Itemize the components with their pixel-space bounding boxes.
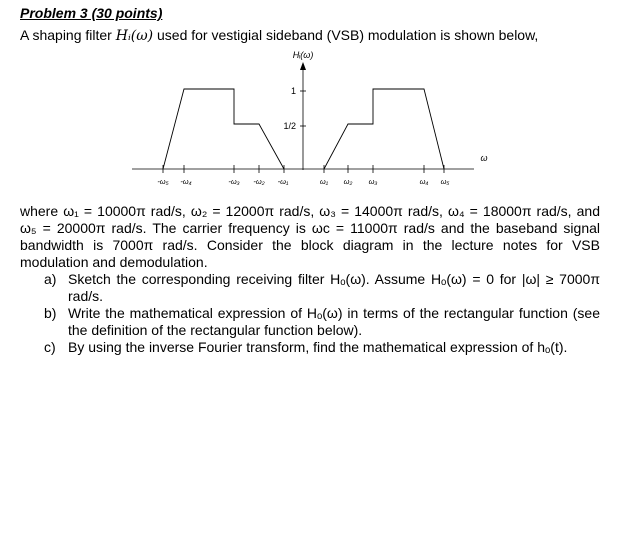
x-tick-label-pos-w4: ω₄ — [419, 177, 429, 186]
question-marker: b) — [44, 305, 57, 321]
question-item-a — [44, 271, 600, 305]
x-tick-label-neg-w1: -ω₁ — [277, 177, 289, 186]
x-tick-labels — [157, 177, 449, 186]
question-marker: c) — [44, 339, 56, 355]
x-tick-label-neg-w2: -ω₂ — [253, 177, 265, 186]
intro-text-after: used for vestigial sideband (VSB) modulation is shown below, — [153, 27, 539, 43]
problem-paragraph: where ω₁ = 10000π rad/s, ω₂ = 12000π rad/s, ω₃ = 14000π rad/s, ω₄ = 18000π rad/s, and ω₅ = 20000π rad/s. The carrier frequency is ωc = 11000π rad/s and the baseband signal bandwidth is 7000π rad/s. Consider the block diagram in the lecture notes for VSB modulation and demodulation. — [20, 203, 600, 270]
question-text: Write the mathematical expression of Hₒ(ω) in terms of the rectangular function (see the definition of the rectangular function below). — [68, 305, 600, 338]
x-tick-label-neg-w4: -ω₄ — [180, 177, 192, 186]
problem-title: Problem 3 (30 points) — [20, 5, 163, 21]
x-tick-label-pos-w3: ω₃ — [368, 177, 378, 186]
question-item-b — [44, 305, 600, 339]
question-text: Sketch the corresponding receiving filter Hₒ(ω). Assume Hₒ(ω) = 0 for |ω| ≥ 7000π rad/s. — [68, 271, 600, 304]
x-tick-label-pos-w1: ω₁ — [319, 177, 329, 186]
x-tick-label-pos-w2: ω₂ — [343, 177, 353, 186]
y-axis-arrow — [300, 62, 306, 70]
x-axis-label: ω — [480, 153, 488, 163]
x-tick-label-pos-w5: ω₅ — [440, 177, 450, 186]
filter-curve-positive — [324, 89, 444, 169]
intro-text-before: A shaping filter — [20, 27, 116, 43]
filter-curve-negative — [163, 89, 284, 169]
question-marker: a) — [44, 271, 57, 287]
y-tick-1-label: 1 — [290, 86, 296, 96]
x-tick-label-neg-w5: -ω₅ — [157, 177, 169, 186]
question-text: By using the inverse Fourier transform, find the mathematical expression of hₒ(t). — [68, 339, 568, 355]
question-list — [44, 271, 600, 356]
y-tick-half-label: 1/2 — [283, 121, 296, 131]
x-tick-label-neg-w3: -ω₃ — [228, 177, 240, 186]
filter-symbol: Hᵢ(ω) — [115, 28, 154, 44]
question-item-c — [44, 339, 600, 356]
vsb-filter-figure — [0, 0, 640, 200]
figure-function-label: Hᵢ(ω) — [292, 50, 314, 60]
